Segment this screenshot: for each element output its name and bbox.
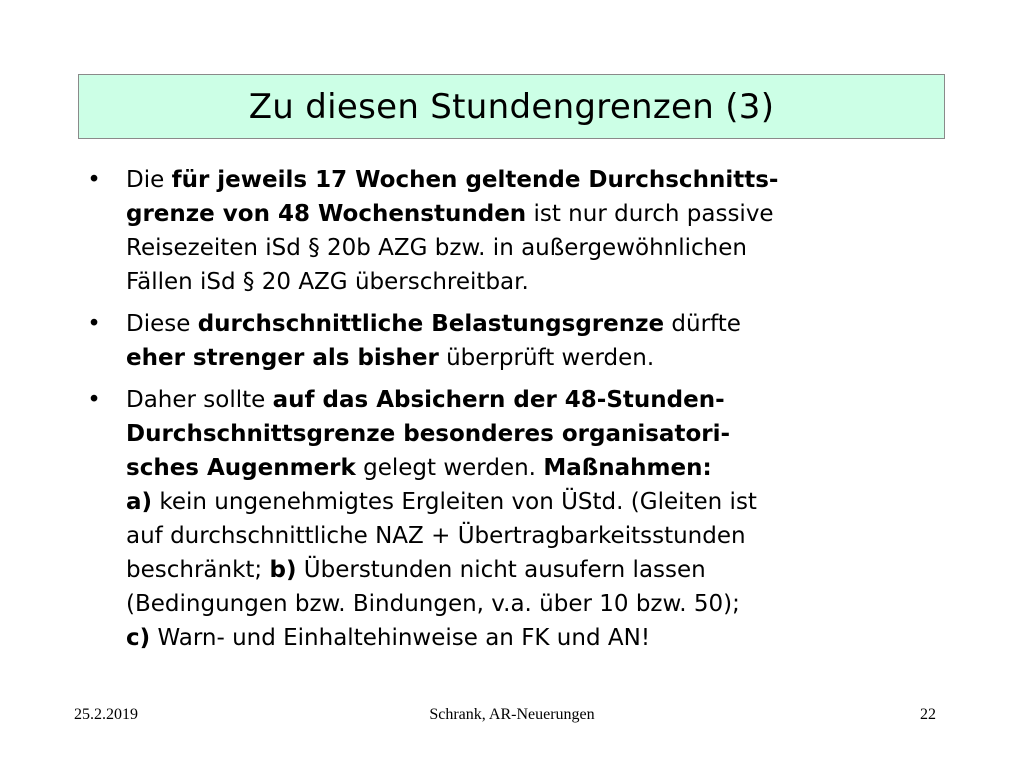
bold-text: grenze von 48 Wochenstunden [126, 201, 527, 227]
bold-text: durchschnittliche Belastungsgrenze [197, 311, 665, 337]
bullet-line [126, 307, 944, 341]
text: beschränkt; [126, 557, 270, 583]
bold-text: b) [269, 557, 297, 583]
footer-author: Schrank, AR-Neuerungen [429, 706, 595, 723]
text: gelegt werden. [355, 455, 544, 481]
bullet-dot: • [87, 167, 101, 193]
text: auf durchschnittliche NAZ + Übertragbarkeitsstunden [126, 523, 746, 549]
bullet-line [126, 265, 944, 299]
bullet-line [126, 383, 944, 417]
bullet-line [126, 587, 944, 621]
bullet-line [126, 519, 944, 553]
bullet-dot: • [87, 311, 101, 337]
bold-text: eher strenger als bisher [126, 345, 439, 371]
text: Die [126, 167, 172, 193]
bullet-line [126, 553, 944, 587]
text: Daher sollte [126, 387, 273, 413]
bullet-dot: • [87, 387, 101, 413]
bold-text: Durchschnittsgrenze besonderes organisatori- [126, 421, 731, 447]
bullet-line [126, 231, 944, 265]
footer-page-number: 22 [920, 706, 936, 723]
bullet-line [126, 417, 944, 451]
bullet-list [84, 163, 944, 663]
bold-text: c) [126, 625, 151, 651]
text: Diese [126, 311, 198, 337]
bullet-line [126, 341, 944, 375]
footer-date: 25.2.2019 [74, 706, 138, 723]
text: Warn- und Einhaltehinweise an FK und AN! [150, 625, 651, 651]
text: Überstunden nicht ausufern lassen [296, 557, 706, 583]
bold-text: a) [126, 489, 153, 515]
bullet-line [126, 621, 944, 655]
bold-text: sches Augenmerk [126, 455, 356, 481]
title-box [78, 74, 945, 139]
text: Fällen iSd § 20 AZG überschreitbar. [126, 269, 529, 295]
bullet-line [126, 197, 944, 231]
text: (Bedingungen bzw. Bindungen, v.a. über 10 bzw. 50); [126, 591, 740, 617]
slide-title: Zu diesen Stundengrenzen (3) [248, 86, 775, 127]
bullet-line [126, 163, 944, 197]
text: kein ungenehmigtes Ergleiten von ÜStd. (Gleiten ist [152, 489, 757, 515]
bold-text: Maßnahmen: [543, 455, 712, 481]
bullet-line [126, 485, 944, 519]
bullet-item [84, 383, 944, 655]
bold-text: für jeweils 17 Wochen geltende Durchschnitts- [171, 167, 779, 193]
bullet-item [84, 307, 944, 375]
bold-text: auf das Absichern der 48-Stunden- [272, 387, 725, 413]
text: dürfte [664, 311, 741, 337]
bullet-item [84, 163, 944, 299]
text: überprüft werden. [438, 345, 655, 371]
text: Reisezeiten iSd § 20b AZG bzw. in außergewöhnlichen [126, 235, 747, 261]
bullet-line [126, 451, 944, 485]
text: ist nur durch passive [526, 201, 774, 227]
